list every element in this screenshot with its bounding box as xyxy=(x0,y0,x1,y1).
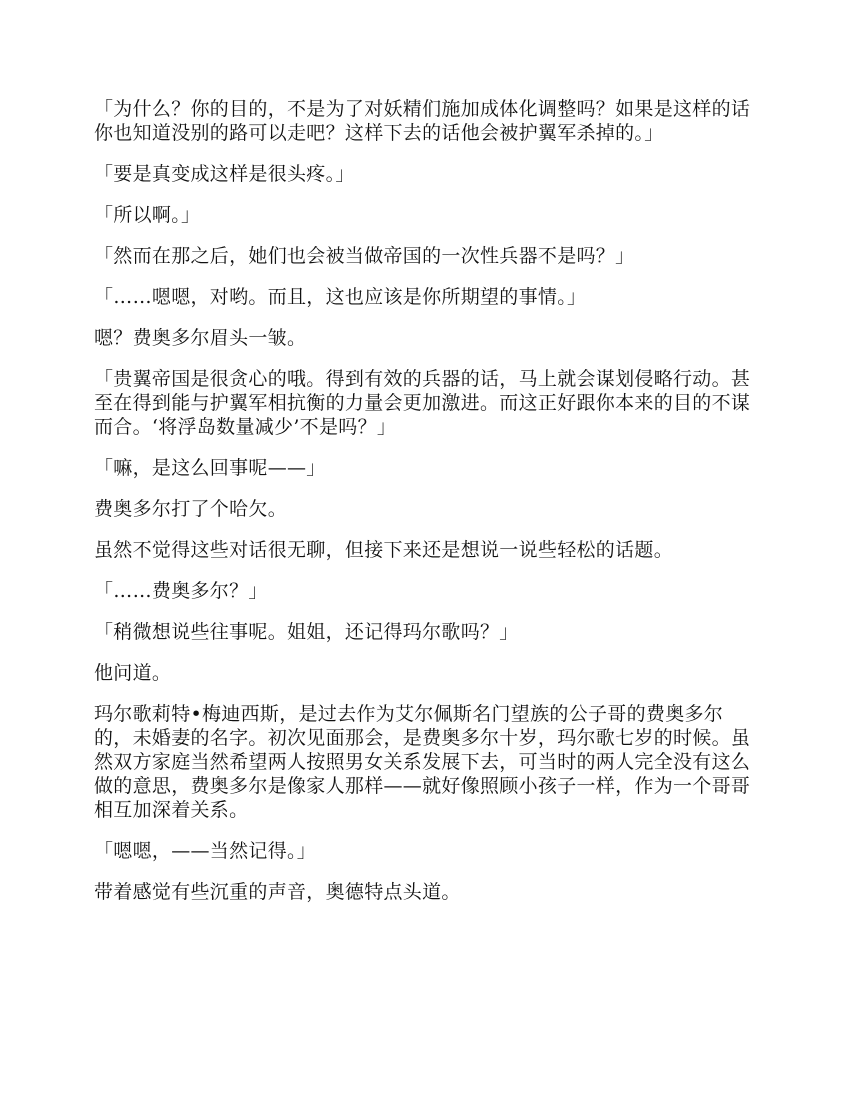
paragraph: 「……嗯嗯，对哟。而且，这也应该是你所期望的事情。」 xyxy=(94,286,587,308)
paragraph: 「为什么？你的目的，不是为了对妖精们施加成体化调整吗？如果是这样的话你也知道没别的路可以走吧？这样下去的话他会被护翼军杀掉的。」 xyxy=(94,98,751,144)
paragraph: 带着感觉有些沉重的声音，奥德特点头道。 xyxy=(94,881,461,903)
paragraph: 「贵翼帝国是很贪心的哦。得到有效的兵器的话，马上就会谋划侵略行动。甚至在得到能与护翼军相抗衡的力量会更加激进。而这正好跟你本来的目的不谋而合。‘将浮岛数量减少’不是吗？」 xyxy=(94,368,751,438)
paragraph: 「所以啊。」 xyxy=(94,204,201,226)
paragraph: 玛尔歌莉特•梅迪西斯，是过去作为艾尔佩斯名门望族的公子哥的费奥多尔的，未婚妻的名字。初次见面那会，是费奥多尔十岁，玛尔歌七岁的时候。虽然双方家庭当然希望两人按照男女关系发展下去，可当时的两人完全没有这么做的意思，费奥多尔是像家人那样——就好像照顾小孩子一样，作为一个哥哥相互加深着关系。 xyxy=(94,703,751,821)
paragraph: 「嘛，是这么回事呢——」 xyxy=(94,457,326,479)
paragraph: 「然而在那之后，她们也会被当做帝国的一次性兵器不是吗？」 xyxy=(94,245,635,267)
paragraph: 「……费奥多尔？」 xyxy=(94,580,268,602)
paragraph: 「要是真变成这样是很头疼。」 xyxy=(94,163,355,185)
paragraph: 「稍微想说些往事呢。姐姐，还记得玛尔歌吗？」 xyxy=(94,621,519,643)
paragraph: 「嗯嗯，——当然记得。」 xyxy=(94,840,317,862)
paragraph: 嗯？费奥多尔眉头一皱。 xyxy=(94,327,307,349)
paragraph: 他问道。 xyxy=(94,662,172,684)
paragraph: 费奥多尔打了个哈欠。 xyxy=(94,498,288,520)
paragraph: 虽然不觉得这些对话很无聊，但接下来还是想说一说些轻松的话题。 xyxy=(94,539,674,561)
